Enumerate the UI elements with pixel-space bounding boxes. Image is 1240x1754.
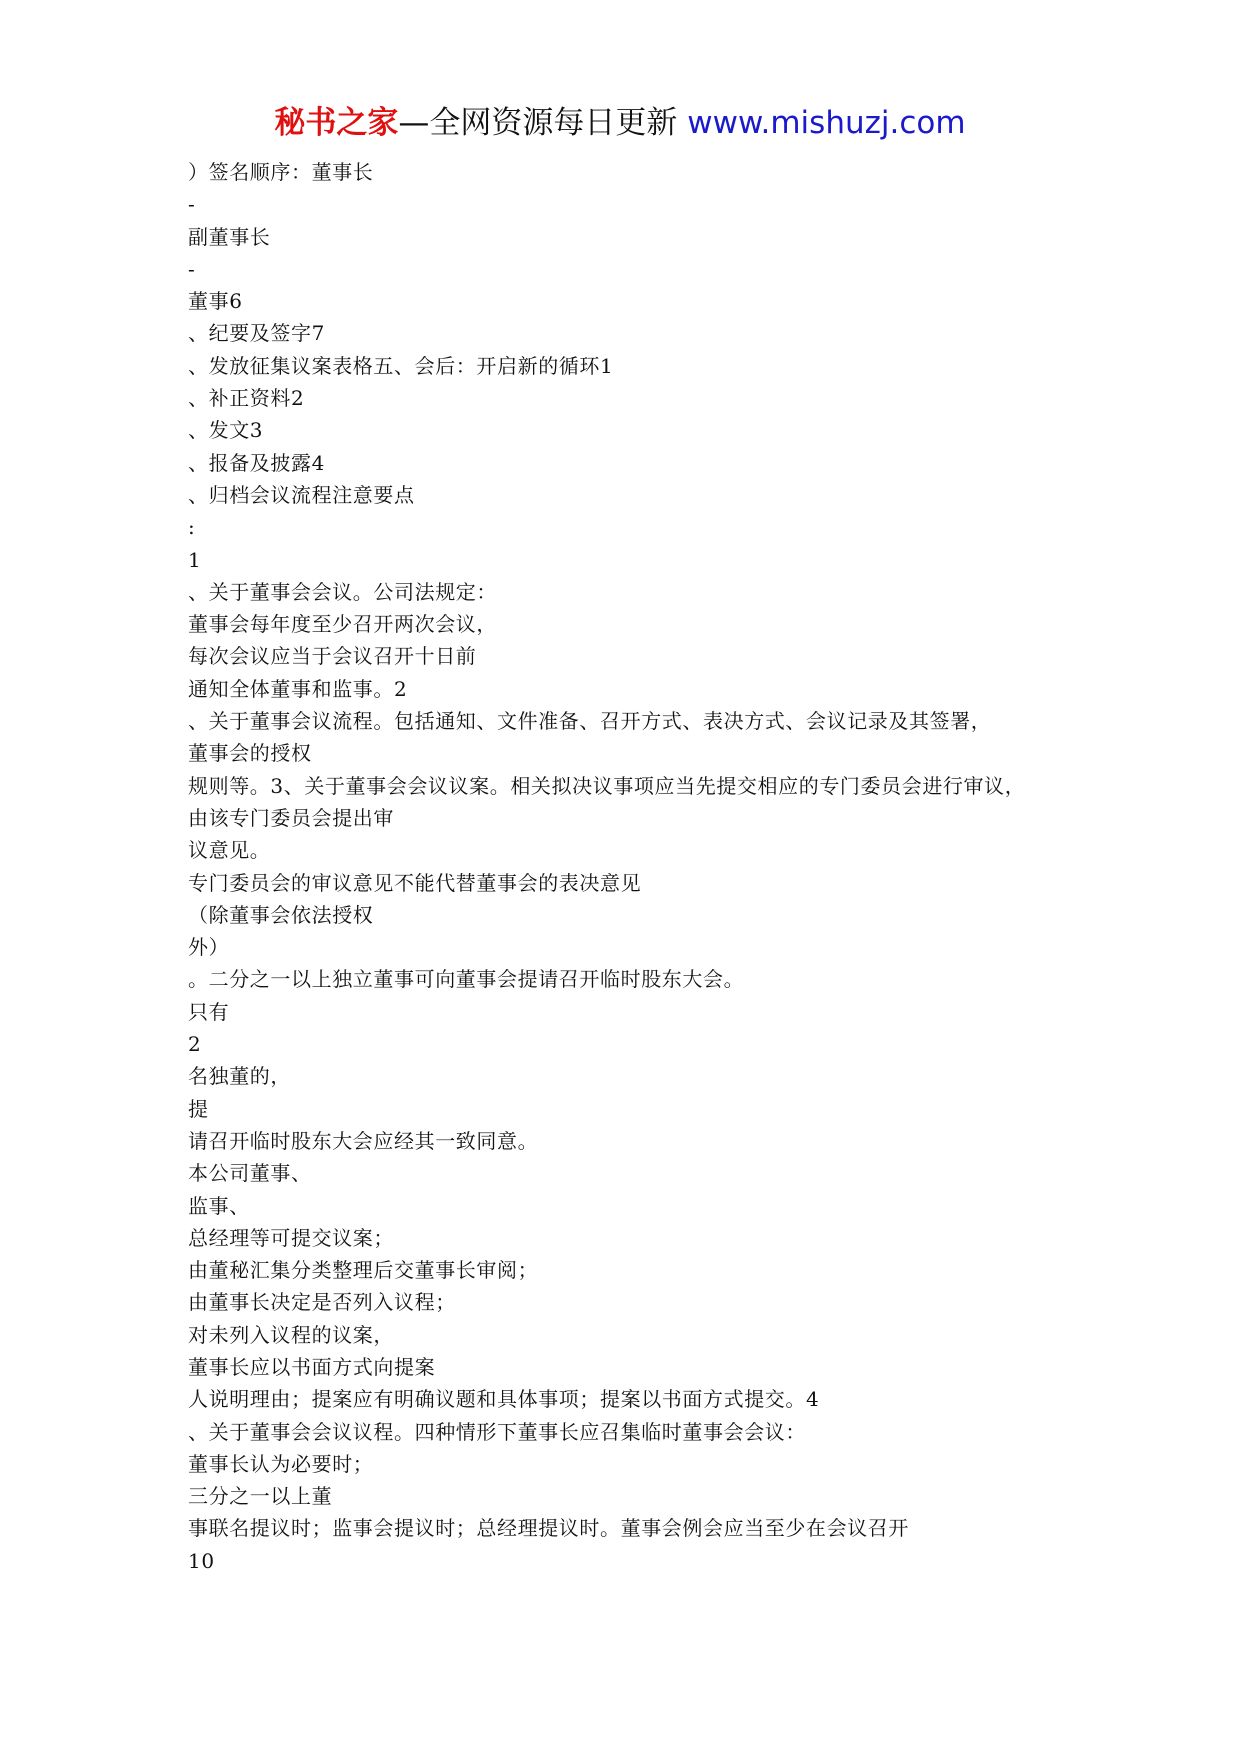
header-tagline: —全网资源每日更新 bbox=[398, 105, 688, 141]
text-line: 、纪要及签字7 bbox=[188, 321, 325, 346]
text-line: 请召开临时股东大会应经其一致同意。 bbox=[188, 1128, 539, 1153]
text-line: 只有 bbox=[188, 999, 230, 1024]
text-line: 1 bbox=[188, 547, 202, 572]
text-line: 每次会议应当于会议召开十日前 bbox=[188, 644, 477, 669]
text-line: （除董事会依法授权 bbox=[188, 902, 374, 927]
text-line: 由董秘汇集分类整理后交董事长审阅； bbox=[188, 1258, 539, 1283]
text-line: 外） bbox=[188, 935, 230, 960]
text-line: 、发放征集议案表格五、会后：开启新的循环1 bbox=[188, 353, 614, 378]
text-line: 对未列入议程的议案， bbox=[188, 1322, 394, 1347]
text-line: 10 bbox=[188, 1548, 215, 1573]
text-line: 事联名提议时；监事会提议时；总经理提议时。董事会例会应当至少在会议召开 bbox=[188, 1516, 909, 1541]
text-line: 2 bbox=[188, 1032, 202, 1057]
text-line: 董事会的授权 bbox=[188, 741, 312, 766]
text-line: 、发文3 bbox=[188, 418, 264, 443]
text-line: 董事6 bbox=[188, 289, 243, 314]
text-line: 通知全体董事和监事。2 bbox=[188, 676, 408, 701]
text-line: 名独董的， bbox=[188, 1064, 291, 1089]
text-line: 规则等。3、关于董事会会议议案。相关拟决议事项应当先提交相应的专门委员会进行审议， bbox=[188, 773, 1026, 798]
text-line: 三分之一以上董 bbox=[188, 1484, 333, 1509]
text-line: 人说明理由；提案应有明确议题和具体事项；提案以书面方式提交。4 bbox=[188, 1387, 820, 1412]
text-line: 提 bbox=[188, 1096, 209, 1121]
brand-name: 秘书之家 bbox=[274, 105, 399, 141]
text-line: 。二分之一以上独立董事可向董事会提请召开临时股东大会。 bbox=[188, 967, 745, 992]
text-line: 、关于董事会会议议程。四种情形下董事长应召集临时董事会会议： bbox=[188, 1419, 806, 1444]
site-url-link[interactable]: www.mishuzj.com bbox=[687, 105, 966, 141]
text-line: ）签名顺序：董事长 bbox=[188, 160, 374, 184]
text-line: 、补正资料2 bbox=[188, 386, 305, 411]
text-line: - bbox=[188, 192, 196, 217]
text-line: 副董事长 bbox=[188, 224, 271, 249]
text-line: 由该专门委员会提出审 bbox=[188, 805, 394, 830]
page-header bbox=[0, 100, 1240, 146]
text-line: : bbox=[188, 515, 196, 540]
text-line: 、关于董事会会议。公司法规定： bbox=[188, 579, 497, 604]
text-line: 总经理等可提交议案； bbox=[188, 1225, 394, 1250]
text-line: 、关于董事会议流程。包括通知、文件准备、召开方式、表决方式、会议记录及其签署， bbox=[188, 709, 992, 734]
text-line: 董事长应以书面方式向提案 bbox=[188, 1354, 436, 1379]
text-line: 监事、 bbox=[188, 1193, 250, 1218]
text-line: 本公司董事、 bbox=[188, 1161, 312, 1186]
text-line: 由董事长决定是否列入议程； bbox=[188, 1290, 456, 1315]
text-line: 、报备及披露4 bbox=[188, 450, 325, 475]
text-line: 专门委员会的审议意见不能代替董事会的表决意见 bbox=[188, 870, 642, 895]
text-line: 、归档会议流程注意要点 bbox=[188, 482, 415, 507]
document-body bbox=[188, 156, 1088, 1577]
text-line: 议意见。 bbox=[188, 838, 271, 863]
text-line: - bbox=[188, 256, 196, 281]
text-line: 董事会每年度至少召开两次会议， bbox=[188, 612, 497, 637]
text-line: 董事长认为必要时； bbox=[188, 1451, 374, 1476]
